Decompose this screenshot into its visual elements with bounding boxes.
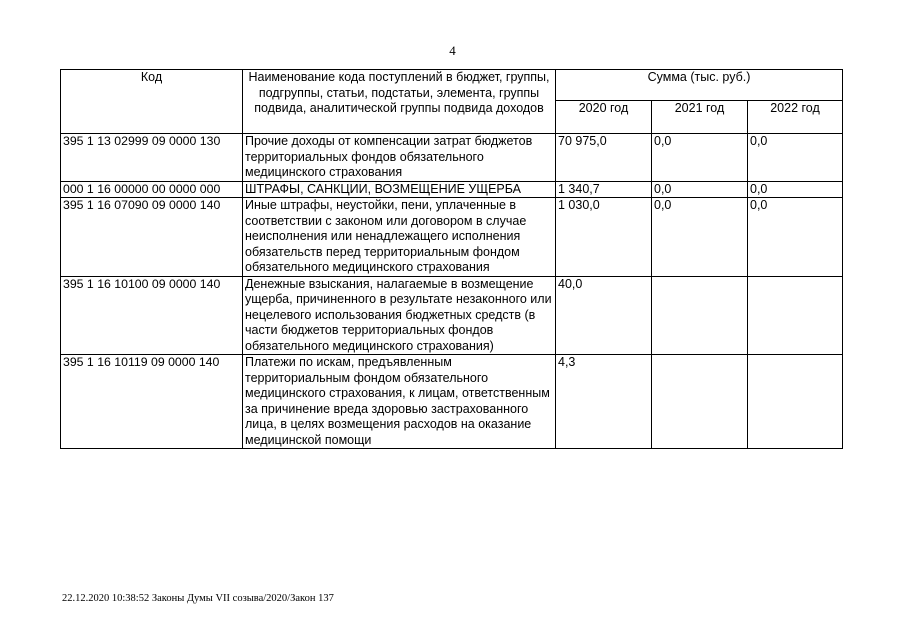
header-sum: Сумма (тыс. руб.) [556, 70, 843, 101]
table-row [61, 181, 843, 198]
header-year-2020: 2020 год [556, 101, 652, 134]
page-number: 4 [449, 43, 456, 58]
header-year-2022: 2022 год [748, 101, 843, 134]
row-name: Прочие доходы от компенсации затрат бюджетов территориальных фондов обязательного медицинского страхования [243, 134, 556, 182]
table-row [61, 134, 843, 182]
row-value-2022: 0,0 [748, 198, 843, 277]
row-name: ШТРАФЫ, САНКЦИИ, ВОЗМЕЩЕНИЕ УЩЕРБА [243, 181, 556, 198]
row-value-2022: 0,0 [748, 134, 843, 182]
row-value-2021 [652, 276, 748, 355]
row-code: 000 1 16 00000 00 0000 000 [61, 181, 243, 198]
table-row [61, 276, 843, 355]
row-value-2022: 0,0 [748, 181, 843, 198]
row-code: 395 1 13 02999 09 0000 130 [61, 134, 243, 182]
table-row [61, 355, 843, 449]
row-value-2021: 0,0 [652, 134, 748, 182]
row-value-2020: 1 030,0 [556, 198, 652, 277]
row-value-2021: 0,0 [652, 181, 748, 198]
document-footer: 22.12.2020 10:38:52 Законы Думы VII созыва/2020/Закон 137 [62, 593, 334, 604]
row-value-2021 [652, 355, 748, 449]
header-year-2021: 2021 год [652, 101, 748, 134]
row-name: Денежные взыскания, налагаемые в возмещение ущерба, причиненного в результате незаконного или нецелевого использования бюджетных средств (в части бюджетов территориальных фондов обязательного медицинского страхования) [243, 276, 556, 355]
row-code: 395 1 16 07090 09 0000 140 [61, 198, 243, 277]
row-name: Платежи по искам, предъявленным территориальным фондом обязательного медицинского страхования, к лицам, ответственным за причинение вреда здоровью застрахованного лица, в целях возмещения расходов на оказание медицинской помощи [243, 355, 556, 449]
row-value-2020: 1 340,7 [556, 181, 652, 198]
row-value-2022 [748, 276, 843, 355]
table-header-row [61, 70, 843, 101]
row-value-2020: 4,3 [556, 355, 652, 449]
row-value-2022 [748, 355, 843, 449]
row-value-2021: 0,0 [652, 198, 748, 277]
revenue-table [60, 69, 843, 449]
row-value-2020: 70 975,0 [556, 134, 652, 182]
row-name: Иные штрафы, неустойки, пени, уплаченные в соответствии с законом или договором в случае неисполнения или ненадлежащего исполнения обязательств перед территориальным фондом обязательного медицинского страхования [243, 198, 556, 277]
table-row [61, 198, 843, 277]
header-name: Наименование кода поступлений в бюджет, группы, подгруппы, статьи, подстатьи, элемента, группы подвида, аналитической группы подвида доходов [243, 70, 556, 134]
row-value-2020: 40,0 [556, 276, 652, 355]
row-code: 395 1 16 10119 09 0000 140 [61, 355, 243, 449]
header-code: Код [61, 70, 243, 134]
row-code: 395 1 16 10100 09 0000 140 [61, 276, 243, 355]
